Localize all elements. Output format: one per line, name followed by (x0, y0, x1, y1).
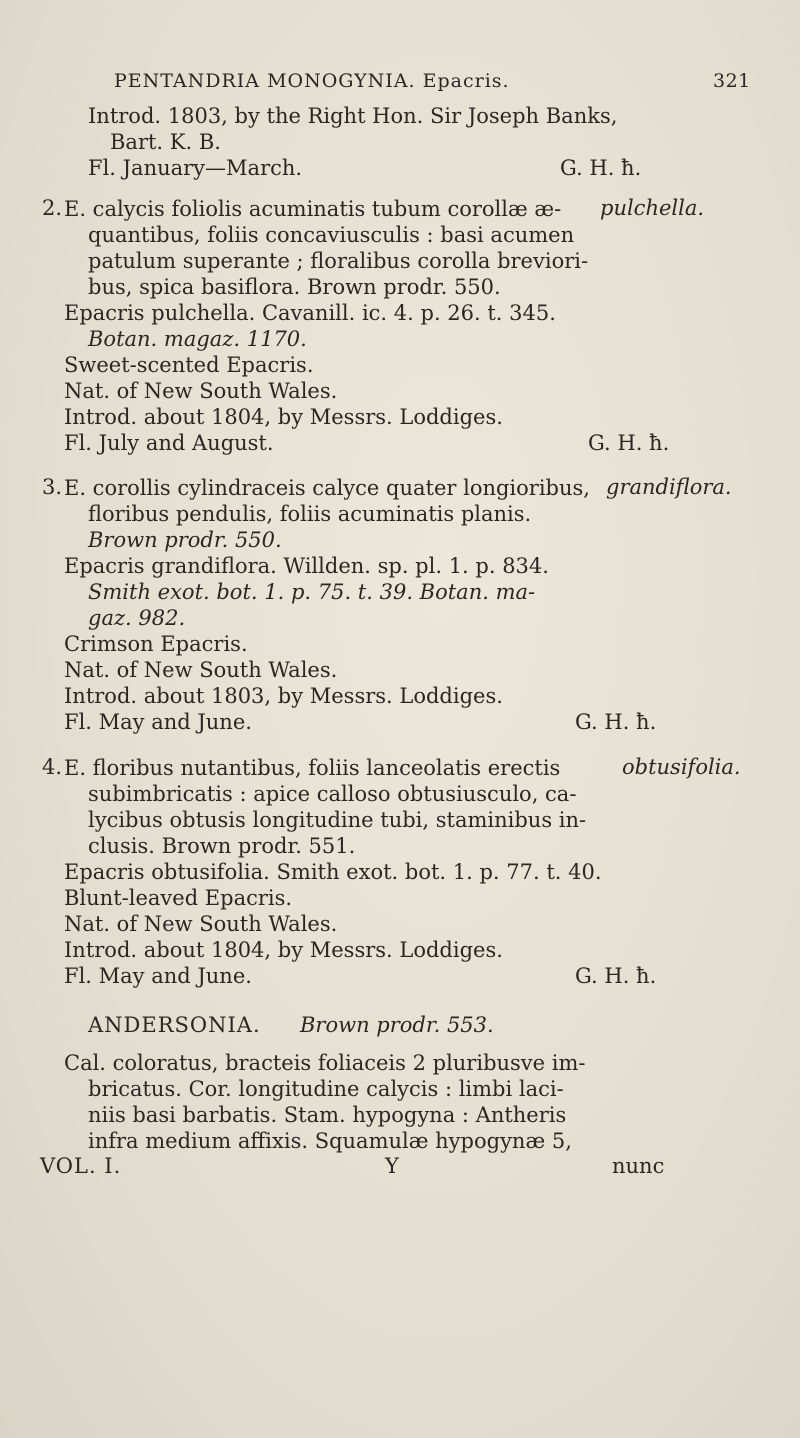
flowering-line: Fl. January—March. (88, 156, 303, 180)
page-number: 321 (713, 70, 751, 92)
intro-line: Bart. K. B. (110, 130, 221, 154)
species-number: 4. (42, 755, 63, 779)
intro-line: Introd. about 1803, by Messrs. Loddiges. (64, 684, 503, 708)
species-diagnosis: patulum superante ; floralibus corolla breviori- (88, 249, 589, 273)
intro-line: Introd. 1803, by the Right Hon. Sir Joseph Banks, (88, 104, 618, 128)
genus-title: ANDERSONIA. (88, 1013, 261, 1037)
habitat-code: G. H. ħ. (575, 964, 657, 988)
reference-line: Botan. magaz. 1170. (88, 327, 307, 351)
species-name-margin: obtusifolia. (622, 755, 741, 779)
native-line: Nat. of New South Wales. (64, 379, 338, 403)
common-name: Blunt-leaved Epacris. (64, 886, 293, 910)
species-name-margin: pulchella. (600, 196, 705, 220)
native-line: Nat. of New South Wales. (64, 658, 338, 682)
genus-reference: Brown prodr. 553. (300, 1013, 494, 1037)
species-diagnosis: E. floribus nutantibus, foliis lanceolatis erectis (64, 756, 561, 780)
flowering-line: Fl. May and June. (64, 710, 252, 734)
volume-mark: VOL. I. (40, 1154, 122, 1178)
species-number: 2. (42, 196, 63, 220)
species-diagnosis: floribus pendulis, foliis acuminatis planis. (88, 502, 532, 526)
reference-line: gaz. 982. (88, 606, 186, 630)
species-diagnosis: bus, spica basiflora. Brown prodr. 550. (88, 275, 501, 299)
genus-character: Cal. coloratus, bracteis foliaceis 2 pluribusve im- (64, 1051, 586, 1075)
flowering-line: Fl. July and August. (64, 431, 274, 455)
intro-line: Introd. about 1804, by Messrs. Loddiges. (64, 405, 503, 429)
species-diagnosis: E. calycis foliolis acuminatis tubum corollæ æ- (64, 197, 562, 221)
synonym-line: Epacris pulchella. Cavanill. ic. 4. p. 26. t. 345. (64, 301, 556, 325)
species-diagnosis: subimbricatis : apice calloso obtusiusculo, ca- (88, 782, 577, 806)
reference-line: Brown prodr. 550. (88, 528, 282, 552)
species-name-margin: grandiflora. (606, 475, 732, 499)
species-diagnosis: clusis. Brown prodr. 551. (88, 834, 356, 858)
common-name: Crimson Epacris. (64, 632, 248, 656)
native-line: Nat. of New South Wales. (64, 912, 338, 936)
habitat-code: G. H. ħ. (560, 156, 642, 180)
synonym-line: Epacris grandiflora. Willden. sp. pl. 1. p. 834. (64, 554, 549, 578)
habitat-code: G. H. ħ. (588, 431, 670, 455)
species-diagnosis: quantibus, foliis concaviusculis : basi acumen (88, 223, 575, 247)
genus-character: niis basi barbatis. Stam. hypogyna : Antheris (88, 1103, 567, 1127)
genus-character: infra medium affixis. Squamulæ hypogynæ 5, (88, 1129, 572, 1153)
species-diagnosis: E. corollis cylindraceis calyce quater longioribus, (64, 476, 590, 500)
common-name: Sweet-scented Epacris. (64, 353, 314, 377)
habitat-code: G. H. ħ. (575, 710, 657, 734)
intro-line: Introd. about 1804, by Messrs. Loddiges. (64, 938, 503, 962)
flowering-line: Fl. May and June. (64, 964, 252, 988)
genus-character: bricatus. Cor. longitudine calycis : limbi laci- (88, 1077, 564, 1101)
signature-mark: Y (385, 1154, 399, 1178)
running-head: PENTANDRIA MONOGYNIA. Epacris. (114, 70, 510, 92)
synonym-line: Epacris obtusifolia. Smith exot. bot. 1. p. 77. t. 40. (64, 860, 602, 884)
species-number: 3. (42, 475, 63, 499)
species-diagnosis: lycibus obtusis longitudine tubi, staminibus in- (88, 808, 587, 832)
catchword: nunc (612, 1154, 665, 1178)
reference-line: Smith exot. bot. 1. p. 75. t. 39. Botan. ma- (88, 580, 536, 604)
